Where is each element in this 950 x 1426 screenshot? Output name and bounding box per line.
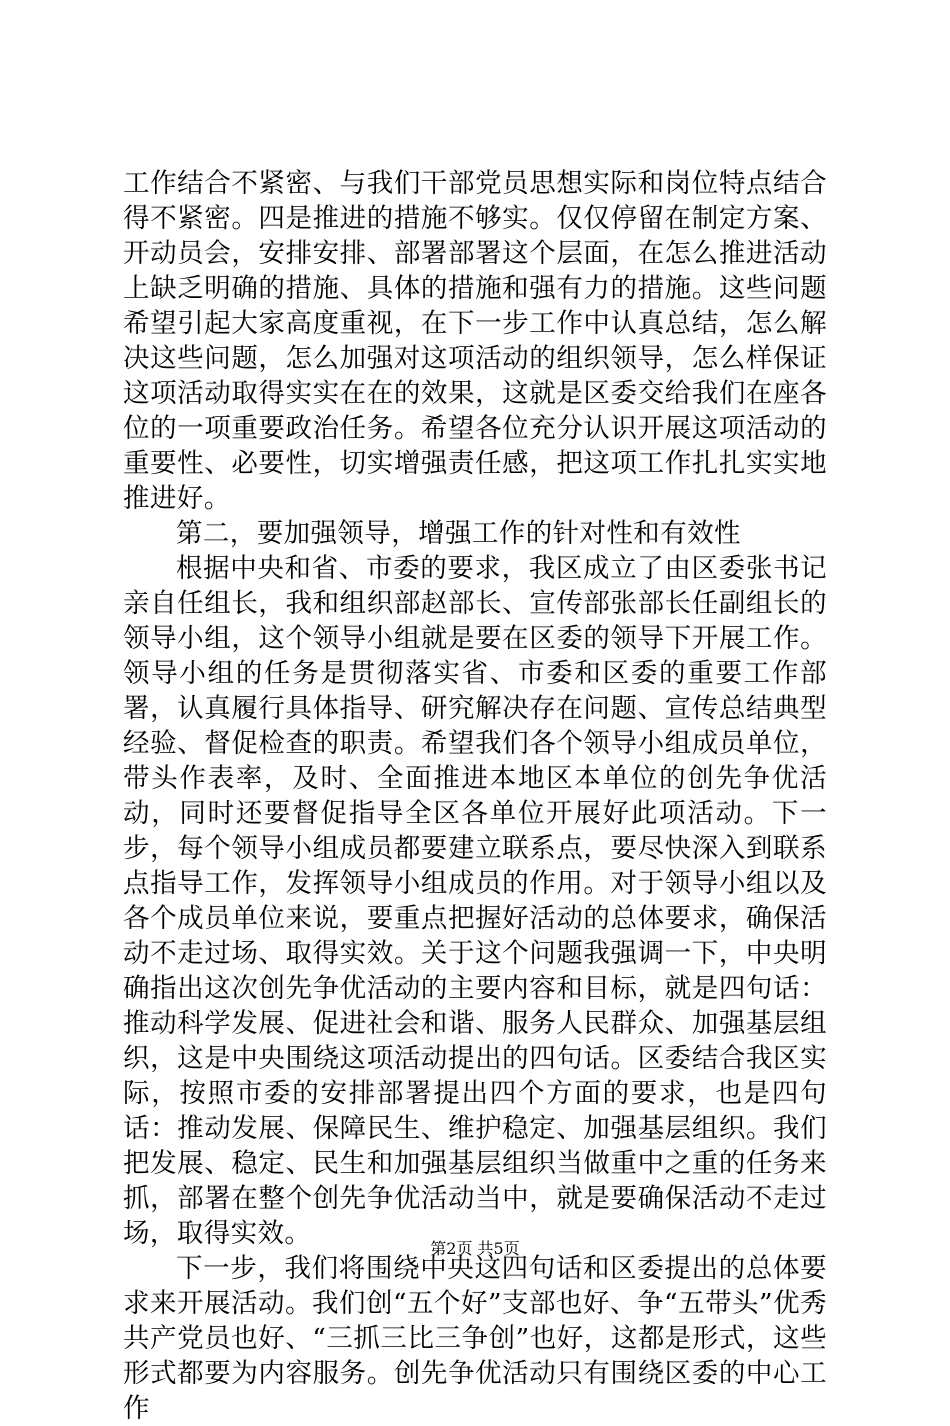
document-body — [123, 166, 827, 1426]
paragraph-3: 根据中央和省、市委的要求，我区成立了由区委张书记亲自任组长，我和组织部赵部长、宣传部张部长任副组长的领导小组，这个领导小组就是要在区委的领导下开展工作。领导小组的任务是贯彻落实省、市委和区委的重要工作部署，认真履行具体指导、研究解决存在问题、宣传总结典型经验、督促检查的职责。希望我们各个领导小组成员单位，带头作表率，及时、全面推进本地区本单位的创先争优活动，同时还要督促指导全区各单位开展好此项活动。下一步，每个领导小组成员都要建立联系点，要尽快深入到联系点指导工作，发挥领导小组成员的作用。对于领导小组以及各个成员单位来说，要重点把握好活动的总体要求，确保活动不走过场、取得实效。关于这个问题我强调一下，中央明确指出这次创先争优活动的主要内容和目标，就是四句话：推动科学发展、促进社会和谐、服务人民群众、加强基层组织，这是中央围绕这项活动提出的四句话。区委结合我区实际，按照市委的安排部署提出四个方面的要求，也是四句话：推动发展、保障民生、维护稳定、加强基层组织。我们把发展、稳定、民生和加强基层组织当做重中之重的任务来抓，部署在整个创先争优活动当中，就是要确保活动不走过场，取得实效。 — [123, 553, 827, 1249]
paragraph-2-heading: 第二，要加强领导，增强工作的针对性和有效性 — [176, 518, 741, 549]
paragraph-1: 工作结合不紧密、与我们干部党员思想实际和岗位特点结合得不紧密。四是推进的措施不够实。仅仅停留在制定方案、开动员会，安排安排、部署部署这个层面，在怎么推进活动上缺乏明确的措施、具体的措施和强有力的措施。这些问题希望引起大家高度重视，在下一步工作中认真总结，怎么解决这些问题，怎么加强对这项活动的组织领导，怎么样保证这项活动取得实实在在的效果，这就是区委交给我们在座各位的一项重要政治任务。希望各位充分认识开展这项活动的重要性、必要性，切实增强责任感，把这项工作扎扎实实地推进好。 — [123, 168, 827, 514]
paragraph-4: 下一步，我们将围绕中央这四句话和区委提出的总体要求来开展活动。我们创“五个好”支部也好、争“五带头”优秀共产党员也好、“三抓三比三争创”也好，这都是形式，这些形式都要为内容服务。创先争优活动只有围绕区委的中心工作 — [123, 1253, 827, 1424]
page-number-footer: 第2页 共5页 — [430, 1239, 520, 1258]
